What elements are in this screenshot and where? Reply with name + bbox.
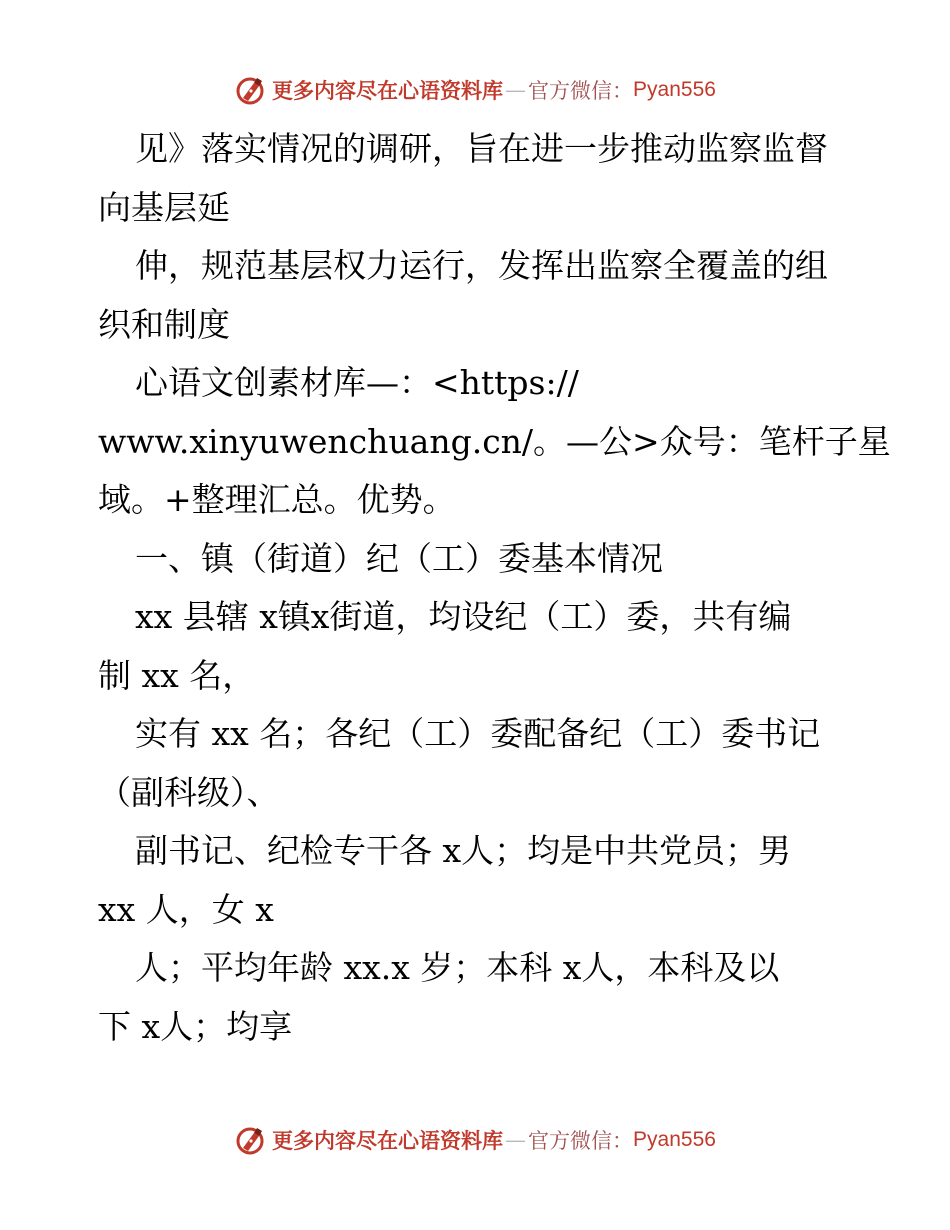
banner-dash: — xyxy=(505,1128,527,1152)
footer-banner xyxy=(0,1120,950,1160)
banner-dash: — xyxy=(505,78,527,102)
text-line-10: 制 xx 名， xyxy=(98,655,256,695)
text-line-14: xx 人，女 x xyxy=(98,889,274,929)
section-heading: 一、镇（街道）纪（工）委基本情况 xyxy=(135,538,663,578)
text-line-11: 实有 xx 名；各纪（工）委配备纪（工）委书记 xyxy=(135,714,821,753)
text-line-16: 下 x人；均享 xyxy=(98,1006,293,1046)
banner-brand-text: 更多内容尽在心语资料库 xyxy=(272,1128,504,1153)
text-line-4: 织和制度 xyxy=(98,304,230,344)
header-banner xyxy=(0,70,950,110)
text-line-6: www.xinyuwenchuang.cn/。—公>众号：笔杆子星 xyxy=(98,421,891,461)
pen-nib-logo-icon xyxy=(234,74,266,106)
banner-wechat-label: 官方微信： xyxy=(528,79,634,103)
text-line-13: 副书记、纪检专干各 x人；均是中共党员；男 xyxy=(135,831,792,870)
text-line-5: 心语文创素材库—：<https:// xyxy=(135,363,579,402)
text-line-7: 域。+整理汇总。优势。 xyxy=(98,480,456,519)
pen-nib-logo-icon xyxy=(234,1124,266,1156)
text-line-3: 伸，规范基层权力运行，发挥出监察全覆盖的组 xyxy=(135,246,828,285)
text-line-9: xx 县辖 x镇x街道，均设纪（工）委，共有编 xyxy=(135,597,792,636)
document-body xyxy=(98,120,891,1056)
banner-wechat-label: 官方微信： xyxy=(528,1129,634,1153)
banner-brand-text: 更多内容尽在心语资料库 xyxy=(272,78,504,103)
text-line-12: （副科级）、 xyxy=(98,772,280,812)
banner-wechat-id: Pyan556 xyxy=(633,1128,716,1151)
text-line-2: 向基层延 xyxy=(98,187,230,227)
banner-wechat-id: Pyan556 xyxy=(633,78,716,101)
text-line-15: 人；平均年龄 xx.x 岁；本科 x人，本科及以 xyxy=(135,948,780,987)
text-line-1: 见》落实情况的调研，旨在进一步推动监察监督 xyxy=(135,129,828,168)
